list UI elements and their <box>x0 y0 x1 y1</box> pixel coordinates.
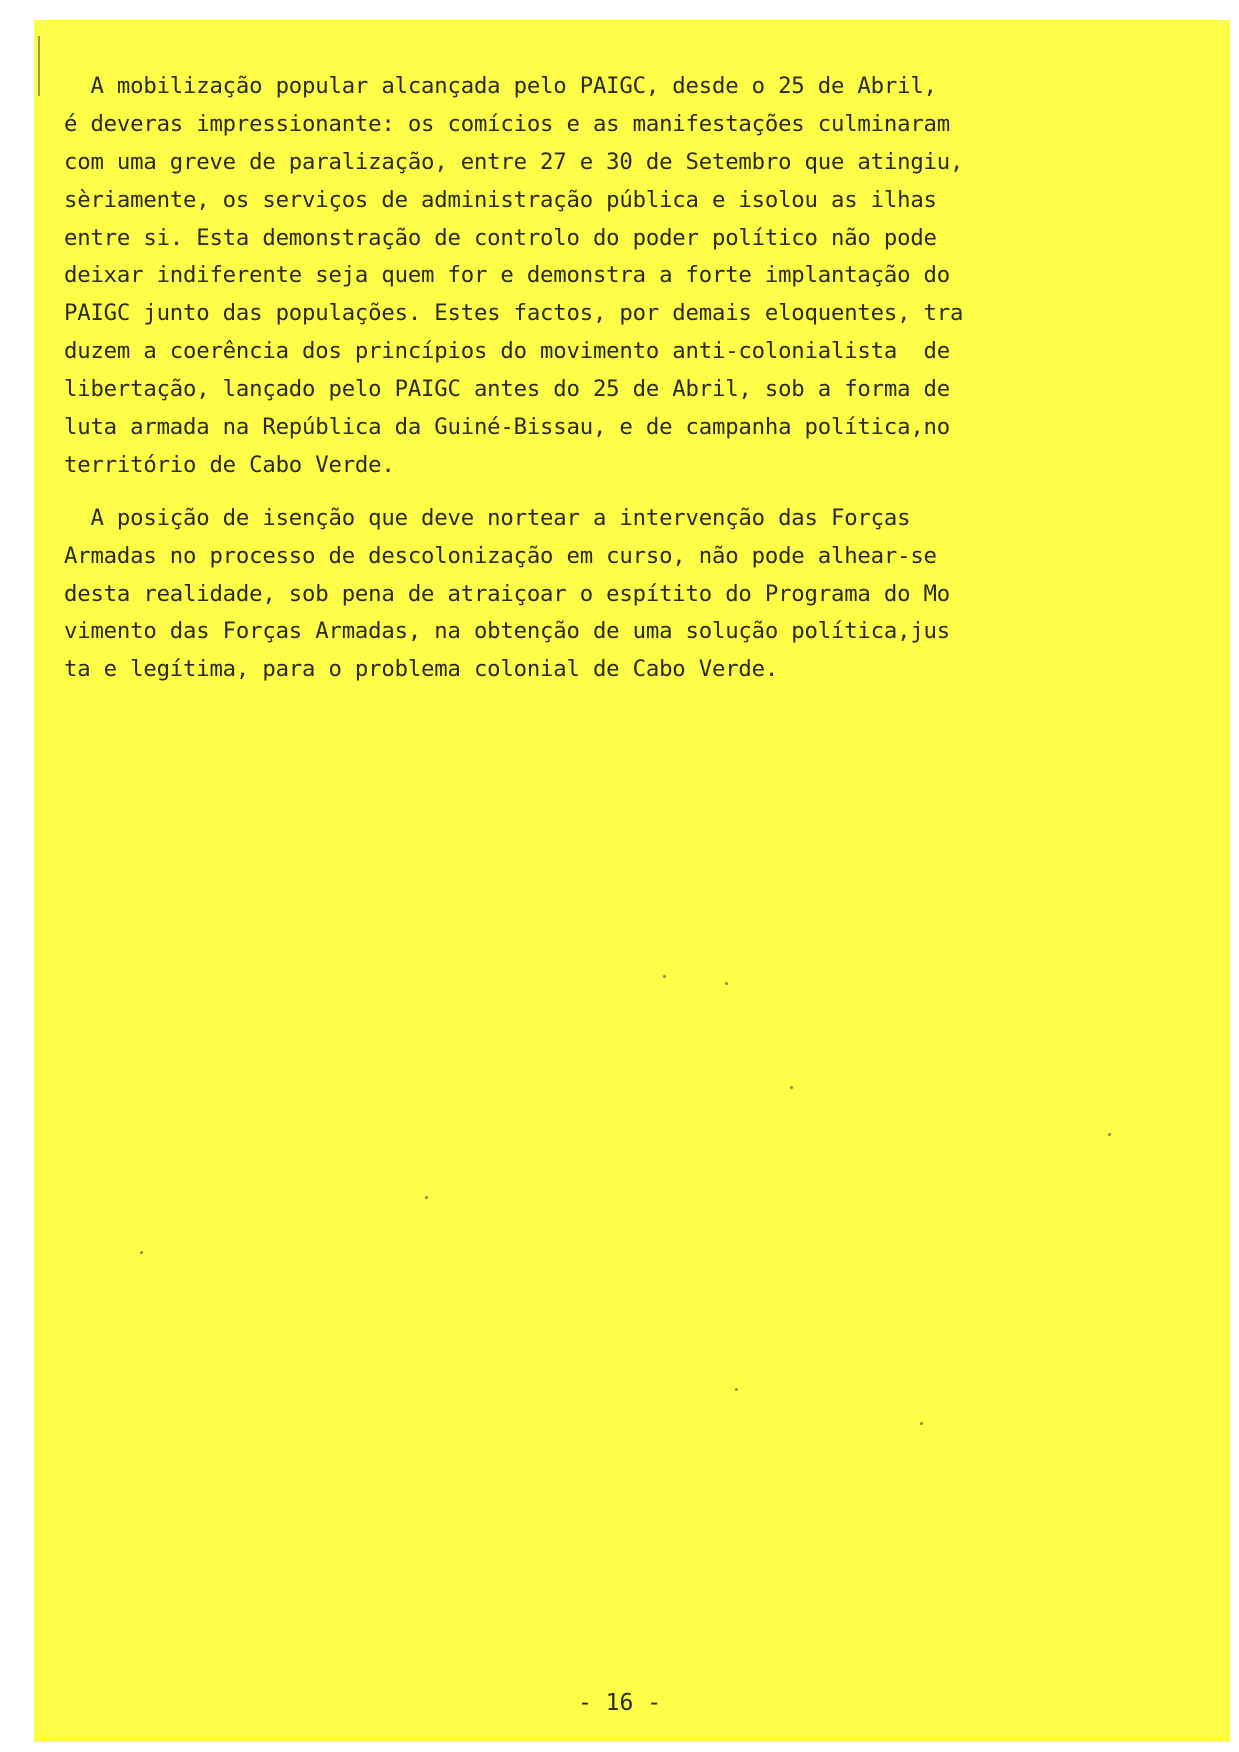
text-line: sèriamente, os serviços de administração pública e isolou as ilhas <box>64 186 937 213</box>
text-line: território de Cabo Verde. <box>64 451 395 478</box>
text-line: PAIGC junto das populações. Estes factos, por demais eloquentes, tra <box>64 300 964 327</box>
paragraph-2 <box>64 500 1124 689</box>
text-line: desta realidade, sob pena de atraiçoar o espítito do Programa do Mo <box>64 580 950 607</box>
paper-speck <box>1108 1133 1111 1136</box>
text-line: Armadas no processo de descolonização em curso, não pode alhear-se <box>64 542 937 569</box>
text-line: deixar indiferente seja quem for e demonstra a forte implantação do <box>64 262 950 289</box>
paper-speck <box>790 1086 793 1089</box>
paragraph-spacing <box>64 485 1124 500</box>
text-line: ta e legítima, para o problema colonial de Cabo Verde. <box>64 656 779 683</box>
text-line: duzem a coerência dos princípios do movimento anti-colonialista de <box>64 338 950 365</box>
paper-speck <box>663 975 666 978</box>
text-line: vimento das Forças Armadas, na obtenção de uma solução política,jus <box>64 618 950 645</box>
text-line: A posição de isenção que deve nortear a intervenção das Forças <box>64 504 911 531</box>
paper-speck <box>920 1422 923 1425</box>
text-line: libertação, lançado pelo PAIGC antes do 25 de Abril, sob a forma de <box>64 376 950 403</box>
page-number: - 16 - <box>577 1690 662 1716</box>
paper-speck <box>140 1251 143 1254</box>
document-body <box>64 68 1124 689</box>
text-line: A mobilização popular alcançada pelo PAIGC, desde o 25 de Abril, <box>64 73 937 99</box>
text-line: com uma greve de paralização, entre 27 e 30 de Setembro que atingiu, <box>64 148 964 175</box>
text-line: luta armada na República da Guiné-Bissau, e de campanha política,no <box>64 414 950 441</box>
paper-speck <box>735 1388 738 1391</box>
text-line: é deveras impressionante: os comícios e as manifestações culminaram <box>64 110 950 137</box>
paper-speck <box>725 982 728 985</box>
paper-speck <box>425 1196 428 1199</box>
text-line: entre si. Esta demonstração de controlo do poder político não pode <box>64 224 937 251</box>
paragraph-1 <box>64 68 1124 485</box>
margin-mark <box>38 36 40 96</box>
